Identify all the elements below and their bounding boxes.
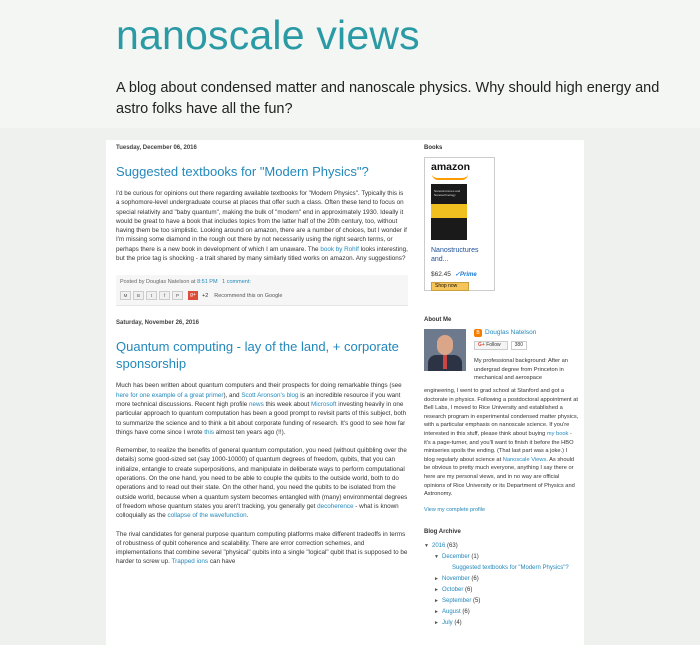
archive-count: (6) [465,586,473,593]
post-date: Saturday, November 26, 2016 [116,320,199,327]
post-title-link[interactable] [116,163,408,180]
archive-month[interactable] [424,574,579,585]
archive-month-link[interactable]: October [442,586,464,593]
post-time-link[interactable]: 8:51 PM [197,279,218,286]
archive-widget-title: Blog Archive [424,528,461,535]
text: I'd be curious for opinions out there regarding available textbooks for "Modern Physics". Typically this is a sophomore-level undergraduate course at places that offer such a class. Often these tend to focus on special relativity and "baby quantum", making the bulk of "modern" end in approximately 1930. Ideally it would be great to have a book that includes topics from the latter half of the 20th century, too, without having them be too simplistic. Looking around on amazon, there are a number of choices, but I wonder if I'm missing some diamond in the rough out there by not necessarily using the right search terms, or perhaps there is a new book in development of which I am unaware. The [116,190,407,253]
amazon-smile-icon [432,174,468,180]
post-body [116,381,408,566]
archive-count: (63) [447,542,458,549]
blog-header [0,0,700,128]
blogger-icon: B [474,329,482,337]
post-paragraph [116,381,408,437]
posted-by: Posted by Douglas Natelson at [120,279,196,286]
text: engineering, I went to grad school at Stanford and got a doctorate in physics. Following a postdoctoral appointment at Bell Labs, I moved to Rice University and established a research program in experimental condensed matter physics, with a particular emphasis on nanoscale science. If you're interested in this stuff, please think about buying [424,388,579,437]
post-footer [116,275,408,306]
text: looks interesting, but the price tag is shocking - a trait shared by many similarly titled works on amazon. Any suggestions? [116,245,408,263]
plus-count: +2 [202,292,209,299]
follow-label: Follow [486,342,501,348]
triangle-right-icon[interactable]: ► [434,619,439,626]
archive-post-link[interactable]: Suggested textbooks for "Modern Physics"? [452,564,569,571]
microsoft-link[interactable]: Microsoft [310,400,337,408]
follow-row [474,341,527,350]
book-cover-text: Nanostructures and Nanotechnology [434,189,461,197]
twitter-share-button[interactable]: t [146,291,157,300]
archive-month-link[interactable]: November [442,575,470,582]
text: ), and [223,391,242,399]
amazon-price: $62.45 [431,271,451,278]
archive-year[interactable] [424,541,579,552]
blog-title[interactable]: nanoscale views [116,12,420,58]
archive-month[interactable] [424,607,579,618]
archive-month-link[interactable]: August [442,608,461,615]
avatar-face [437,335,453,355]
archive-count: (6) [462,608,470,615]
amazon-ad[interactable] [424,157,495,291]
profile-block [424,329,579,387]
about-widget-title: About Me [424,317,452,323]
triangle-right-icon[interactable]: ► [434,575,439,582]
my-book-link[interactable]: my book [546,430,569,437]
text: can have [208,558,236,566]
decoherence-link[interactable]: decoherence [317,502,354,510]
nanoscale-views-link[interactable]: Nanoscale Views [502,456,547,463]
blog-description: A blog about condensed matter and nanoscale physics. Why should high energy and astro folks have all the fun? [116,80,660,117]
archive-month[interactable] [424,596,579,607]
main-column [116,145,408,576]
books-widget-title: Books [424,145,443,151]
text: Remember, to realize the benefits of general quantum computation, you need (without quibbling over the details) some good-sized set (say 1000-10000) of quantum degrees of freedom, qubits, that you can initialize, entangle to create superpositions, and manipulate in deliberate ways to perform computational operations. On the one hand, you need to be able to couple the qubits to the outside world, both to do operations and to read out their state. On the other hand, you need the qubits to be isolated from the outside world, because when a quantum system becomes entangled with (many) environmental degrees of freedom whose quantum states you aren't tracking, you generally get [116,447,408,510]
archive-count: (4) [454,619,462,626]
post-date: Tuesday, December 06, 2016 [116,145,197,151]
about-text [424,387,579,499]
text: . As should be obvious to pretty much everyone, anything I say there or here are my personal views, and in no way are official opinions of Rice University or its Department of Physics and Astronomy. [424,456,575,498]
post-title[interactable]: Quantum computing - lay of the land, + corporate sponsorship [116,339,399,372]
view-profile-link[interactable]: View my complete profile [424,506,486,513]
archive-month[interactable] [424,585,579,596]
post-title[interactable]: Suggested textbooks for "Modern Physics"? [116,164,369,179]
book-cover-stripe [431,204,467,218]
post-paragraph [116,189,408,263]
archive-count: (6) [471,575,479,582]
rohlf-book-link[interactable]: book by Rohlf [320,245,359,253]
triangle-right-icon[interactable]: ► [434,597,439,604]
collapse-link[interactable]: collapse of the wavefunction [167,512,247,520]
book-cover-image[interactable] [431,184,467,240]
text: investing heavily in one particular approach to quantum computation has been a good prompt to revisit parts of this subject, both to summarize the science and to think a bit about corporate funding of research. It's good to see how far things have come since I wrote [116,400,407,436]
follow-button[interactable] [474,341,508,350]
prime-badge: ✓Prime [455,272,477,278]
amazon-book-title[interactable]: Nanostructures and... [431,247,479,263]
text: The rival candidates for general purpose quantum computing platforms make different tradeoffs in terms of robustness of qubit coherence and scalability. There are error correction schemes, and implementations that combine several "physical" qubits into a single "logical" qubit that is supposed to be harder to screw up. [116,530,408,566]
recommend-text: Recommend this on Google [214,292,283,299]
post-title-link[interactable] [116,338,408,372]
share-buttons [120,291,404,300]
facebook-share-button[interactable]: f [159,291,170,300]
this-link[interactable]: this [204,428,215,436]
sidebar [424,145,579,629]
text: . [246,512,249,520]
archive-count: (1) [471,553,479,560]
avatar-tie [443,355,447,369]
archive-month-link[interactable]: July [442,619,453,626]
avatar[interactable] [424,329,466,371]
text: - what is known colloquially as the [116,502,399,520]
follower-count: 380 [511,341,527,350]
blog-this-button[interactable]: B [133,291,144,300]
archive-list [424,541,579,629]
archive-count: (5) [473,597,481,604]
text: Much has been written about quantum computers and their prospects for doing remarkable things (see [116,382,402,390]
archive-month-link[interactable]: December [442,553,470,560]
text: is an incredible resource if you want more technical discussions. Recent high profile [116,391,401,408]
gplus-icon: G+ [478,342,485,348]
triangle-right-icon[interactable]: ► [434,608,439,615]
primer-link[interactable]: here for one example of a great primer [116,391,224,399]
amazon-logo: amazon [431,161,471,173]
post-paragraph [116,530,408,567]
triangle-down-icon[interactable]: ▼ [424,542,429,549]
email-share-button[interactable]: M [120,291,131,300]
archive-year-link[interactable]: 2016 [432,542,446,549]
archive-month[interactable] [424,618,579,629]
triangle-right-icon[interactable]: ► [434,586,439,593]
text: almost ten years ago (!!). [214,428,286,436]
post-paragraph [116,446,408,520]
author-name-link[interactable]: Douglas Natelson [485,329,537,336]
shop-now-button[interactable]: Shop now [431,282,469,291]
archive-month-link[interactable]: September [442,597,472,604]
comments-link[interactable]: 1 comment: [222,279,251,286]
about-text-narrow: My professional background: After an undergrad degree from Princeton in mechanical and aerospace [474,358,568,382]
content-area [106,140,584,645]
text: - it's a page-turner, and you'll want to finish it before the HBO miniseries spoils the ending. (That last part was a joke.) I blog regularly about science at [424,430,574,463]
pinterest-share-button[interactable]: P [172,291,183,300]
aronson-blog-link[interactable]: Scott Aronson's blog [241,391,299,399]
gplus-button[interactable]: g+ [188,291,198,300]
post-body [116,189,408,263]
text: this week about [263,400,311,408]
archive-month[interactable] [424,552,579,563]
archive-post[interactable] [424,563,579,574]
triangle-down-icon[interactable]: ▼ [434,553,439,560]
trapped-ions-link[interactable]: Trapped ions [171,558,209,566]
news-link[interactable]: news [249,400,264,408]
